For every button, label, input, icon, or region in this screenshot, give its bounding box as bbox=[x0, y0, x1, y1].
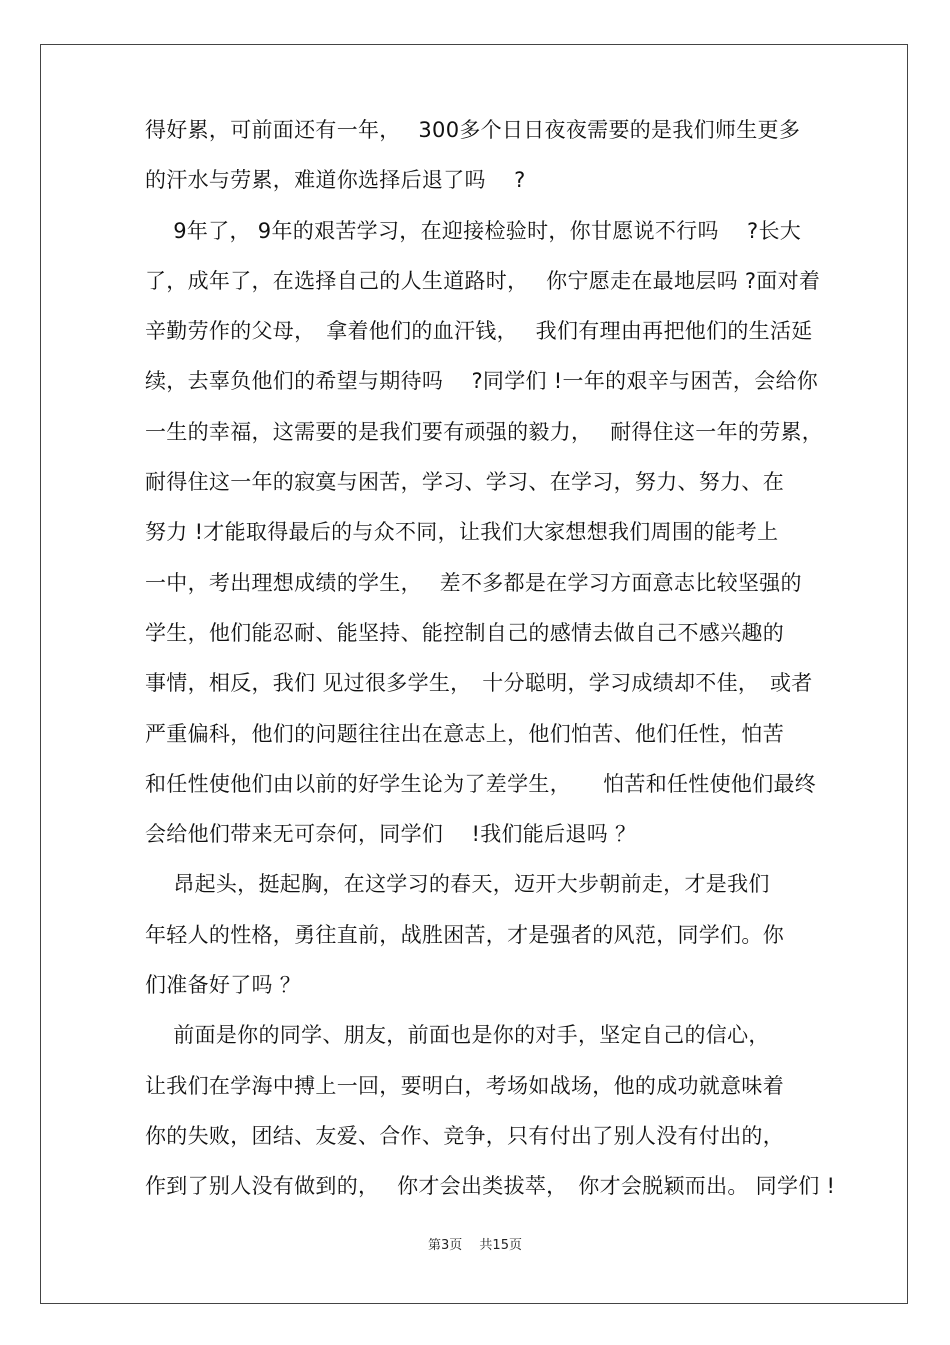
text-line: 续，去辜负他们的希望与期待吗 ?同学们 !一年的艰辛与困苦，会给你 bbox=[145, 369, 819, 394]
page-number: 第3页 共15页 bbox=[428, 1238, 522, 1253]
text-line: 一生的幸福，这需要的是我们要有顽强的毅力， 耐得住这一年的劳累， bbox=[145, 419, 824, 444]
text-line: 严重偏科，他们的问题往往出在意志上，他们怕苦、他们任性，怕苦 bbox=[145, 721, 784, 746]
text-line: 前面是你的同学、朋友，前面也是你的对手，坚定自己的信心， bbox=[145, 1023, 770, 1048]
text-line: 你的失败，团结、友爱、合作、竞争，只有付出了别人没有付出的， bbox=[145, 1123, 784, 1148]
text-line: 辛勤劳作的父母， 拿着他们的血汗钱， 我们有理由再把他们的生活延 bbox=[145, 319, 813, 344]
document-body bbox=[145, 118, 836, 1227]
text-line: 9年了， 9年的艰苦学习，在迎接检验时，你甘愿说不行吗 ?长大 bbox=[145, 218, 802, 243]
text-line: 学生，他们能忍耐、能坚持、能控制自己的感情去做自己不感兴趣的 bbox=[145, 620, 784, 645]
text-line: 努力 !才能取得最后的与众不同，让我们大家想想我们周围的能考上 bbox=[145, 520, 779, 545]
text-line: 昂起头，挺起胸，在这学习的春天，迈开大步朝前走，才是我们 bbox=[145, 872, 770, 897]
text-line: 的汗水与劳累，难道你选择后退了吗 ? bbox=[145, 168, 526, 193]
text-line: 会给他们带来无可奈何，同学们 !我们能后退吗 ？ bbox=[145, 822, 637, 847]
text-line: 耐得住这一年的寂寞与困苦，学习、学习、在学习，努力、努力、在 bbox=[145, 470, 784, 495]
text-line: 一中，考出理想成绩的学生， 差不多都是在学习方面意志比较坚强的 bbox=[145, 570, 802, 595]
text-line: 们准备好了吗 ？ bbox=[145, 973, 302, 998]
text-line: 得好累，可前面还有一年， 300多个日日夜夜需要的是我们师生更多 bbox=[145, 118, 801, 142]
text-line: 年轻人的性格，勇往直前，战胜困苦，才是强者的风范，同学们。你 bbox=[145, 922, 784, 947]
text-line: 事情，相反，我们 见过很多学生， 十分聪明，学习成绩却不佳， 或者 bbox=[145, 671, 813, 696]
text-line: 和任性使他们由以前的好学生论为了差学生， 怕苦和任性使他们最终 bbox=[145, 771, 817, 796]
text-line: 作到了别人没有做到的， 你才会出类拔萃， 你才会脱颖而出。 同学们 ! bbox=[145, 1174, 836, 1199]
text-line: 了，成年了，在选择自己的人生道路时， 你宁愿走在最地层吗 ?面对着 bbox=[145, 268, 821, 293]
text-line: 让我们在学海中搏上一回，要明白，考场如战场，他的成功就意味着 bbox=[145, 1073, 784, 1098]
